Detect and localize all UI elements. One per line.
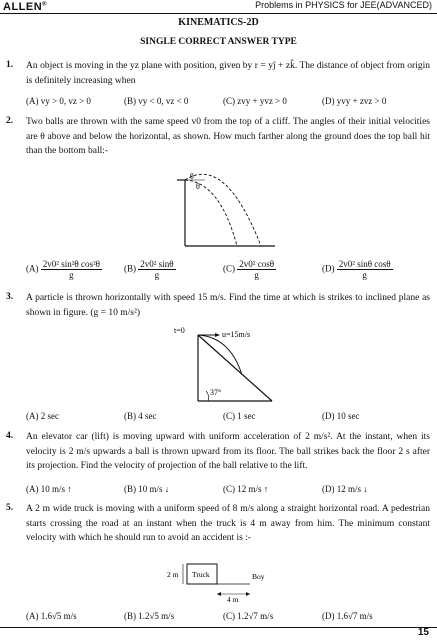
incline-figure: [160, 325, 280, 403]
brand-logo: ALLEN®: [3, 1, 48, 13]
book-title: Problems in PHYSICS for JEE(ADVANCED): [255, 0, 432, 10]
option-c: (C) 1.2√7 m/s: [223, 611, 274, 621]
option-c: (C) 12 m/s ↑: [223, 484, 269, 494]
section-title: SINGLE CORRECT ANSWER TYPE: [140, 37, 297, 47]
t0-label: t=0: [174, 326, 185, 335]
cliff-figure: [175, 172, 275, 254]
option-d: (D) 1.6√7 m/s: [322, 611, 373, 621]
speed-label: u=15m/s: [222, 330, 251, 339]
option-a: (A) 1.6√5 m/s: [26, 611, 77, 621]
truck-figure: [165, 560, 275, 602]
option-a: (A) 2 sec: [26, 411, 59, 421]
footer-rule: [0, 627, 437, 628]
question-number: 2.: [6, 116, 14, 126]
chapter-title: KINEMATICS-2D: [178, 17, 259, 28]
question-text: An elevator car (lift) is moving upward with uniform acceleration of 2 m/s². At the instant, when its velocity is 2 m/s upwards a ball is thrown upward from its floor. The ball strikes back the floor 2 s after its projection. Find the velocity of projection of the ball relative to the lift.: [26, 432, 430, 471]
angle-label: 37°: [210, 388, 222, 397]
theta-label-bottom: θ: [196, 182, 200, 191]
option-b: (B) 10 m/s ↓: [124, 484, 170, 494]
option-b: (B) 1.2√5 m/s: [124, 611, 175, 621]
option-a: (A) 10 m/s ↑: [26, 484, 72, 494]
option-d: (D) 10 sec: [322, 411, 360, 421]
option-c: (C) zvy + yvz > 0: [223, 96, 287, 106]
truck-label: Truck: [192, 570, 210, 579]
question-text: A 2 m wide truck is moving with a uniform speed of 8 m/s along a straight horizontal road. A pedestrian starts crossing the road at an instant when the truck is 4 m away from him. The minimum constant velocity with which he should run to avoid an accident is :-: [26, 504, 430, 543]
question-text: An object is moving in the yz plane with position, given by r = yĵ + zk̂. The distance of object from origin is definitely increasing when: [26, 61, 430, 86]
question-text: A particle is thrown horizontally with speed 15 m/s. Find the time at which is strikes to inclined plane as shown in figure. (g = 10 m/s²): [26, 293, 430, 318]
boy-label: Boy: [252, 572, 265, 581]
question-text: Two balls are thrown with the same speed v0 from the top of a cliff. The angles of their initial velocities are θ above and below the horizontal, as shown. How much farther along the ground does the top ball hit than the bottom ball:-: [26, 117, 430, 156]
option-d: (D) 12 m/s ↓: [322, 484, 368, 494]
question-number: 1.: [6, 60, 14, 70]
page-number: 15: [417, 627, 429, 638]
option-c: (C) 1 sec: [223, 411, 256, 421]
option-c: (C) $\frac{\text{2v0² cosθ}}{g}$: [223, 259, 275, 280]
option-b: (B) $\frac{\text{2v0² sinθ}}{g}$: [124, 259, 174, 280]
theta-label-top: θ: [190, 172, 194, 181]
question-number: 5.: [6, 503, 14, 513]
option-d: (D) $\frac{\text{2v0² sinθ cosθ}}{g}$: [322, 259, 391, 280]
option-a: (A) $\frac{\text{2v0² sin²θ cos²θ}}{g}$: [26, 259, 100, 280]
width-label: 2 m: [167, 570, 179, 579]
header-rule: [0, 13, 437, 14]
distance-label: 4 m: [227, 595, 239, 602]
option-b: (B) vy < 0, vz < 0: [124, 96, 189, 106]
question-number: 3.: [6, 292, 14, 302]
option-d: (D) yvy + zvz > 0: [322, 96, 387, 106]
option-b: (B) 4 sec: [124, 411, 157, 421]
option-a: (A) vy > 0, vz > 0: [26, 96, 91, 106]
question-number: 4.: [6, 431, 14, 441]
